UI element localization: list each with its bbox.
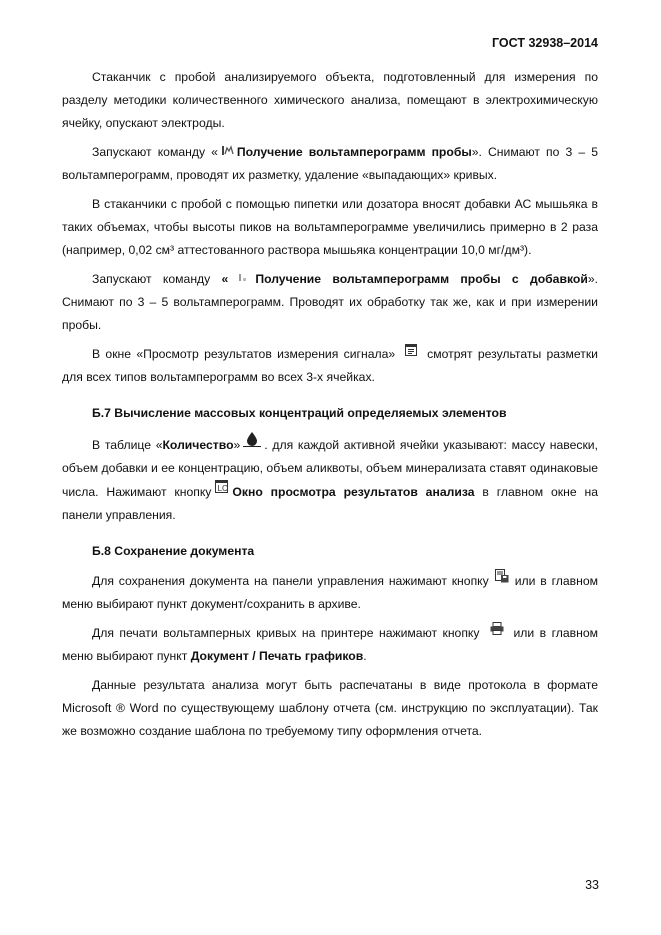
paragraph-8 bbox=[62, 622, 598, 668]
text: или в главном меню выбирают пункт bbox=[62, 626, 599, 663]
text: Для сохранения документа на панели управления нажимают кнопку bbox=[92, 574, 489, 588]
text: . bbox=[363, 649, 367, 663]
text: в главном окне на панели управления. bbox=[62, 485, 598, 522]
text: В окне «Просмотр результатов измерения сигнала» bbox=[92, 347, 396, 361]
drop-icon bbox=[243, 431, 261, 447]
paragraph-6 bbox=[62, 431, 598, 527]
text: Для печати вольтамперных кривых на принтере нажимают кнопку bbox=[92, 626, 480, 640]
results-window-icon bbox=[215, 480, 228, 493]
text: Запускают команду bbox=[92, 272, 222, 286]
paragraph-1: Стаканчик с пробой анализируемого объекта, подготовленный для измерения по разделу методики количественного химического анализа, помещают в электрохимическую ячейку, опускают электроды. bbox=[62, 70, 598, 130]
voltammogram-addition-icon bbox=[238, 274, 247, 284]
text: или в главном меню выбирают пункт документ/сохранить в архиве. bbox=[62, 574, 598, 611]
paragraph-5 bbox=[62, 343, 598, 389]
paragraph-2 bbox=[62, 141, 598, 187]
table-name: Количество bbox=[162, 438, 234, 452]
section-heading-b7: Б.7 Вычисление массовых концентраций определяемых элементов bbox=[92, 406, 507, 420]
text: Запускают команду « bbox=[92, 145, 218, 159]
paragraph-4 bbox=[62, 268, 598, 337]
text: смотрят результаты разметки для всех типов вольтамперограмм во всех 3-х ячейках. bbox=[62, 347, 598, 384]
command-name: Получение вольтамперограмм пробы с добавкой bbox=[255, 272, 588, 286]
paragraph-7 bbox=[62, 569, 598, 616]
quote: « bbox=[221, 272, 229, 286]
command-name: Получение вольтамперограмм пробы bbox=[236, 145, 472, 159]
menu-path: Документ / Печать графиков bbox=[190, 649, 364, 663]
document-code: ГОСТ 32938–2014 bbox=[492, 36, 598, 50]
voltammogram-icon bbox=[221, 145, 234, 157]
text: ». Снимают по 3 – 5 вольтамперограмм, проводят их разметку, удаление «выпадающих» кривых. bbox=[62, 145, 598, 182]
text: » bbox=[233, 438, 241, 452]
section-heading-b8: Б.8 Сохранение документа bbox=[92, 544, 255, 558]
document-page bbox=[62, 36, 598, 749]
results-view-icon bbox=[405, 344, 417, 356]
page-number: 33 bbox=[585, 878, 599, 892]
svg-text:LC: LC bbox=[217, 484, 229, 493]
text: В таблице « bbox=[92, 438, 163, 452]
paragraph-9: Данные результата анализа могут быть распечатаны в виде протокола в формате Microsoft ® Word по существующему шаблону отчета (см. инструкцию по эксплуатации). Так же возможно создание шаблона по требуемому типу оформления отчета. bbox=[62, 678, 598, 738]
printer-icon bbox=[490, 622, 504, 635]
paragraph-3: В стаканчики с пробой с помощью пипетки или дозатора вносят добавки АС мышьяка в таких объемах, чтобы высоты пиков на вольтамперограмме увеличились примерно в 2 раза (например, 0,02 см³ аттестованного раствора мышьяка концентрации 10,0 мг/дм³). bbox=[62, 197, 598, 257]
text: . для каждой активной ячейки указывают: массу навески, объем добавки и ее концентрацию, объем аликвоты, объем минерализата ставят одинаковые числа. Нажимают кнопку bbox=[62, 438, 598, 499]
save-archive-icon bbox=[495, 569, 509, 583]
text: ». Снимают по 3 – 5 вольтамперограмм. Проводят их обработку так же, как и при измерении пробы. bbox=[62, 272, 598, 332]
window-name: Окно просмотра результатов анализа bbox=[232, 485, 475, 499]
